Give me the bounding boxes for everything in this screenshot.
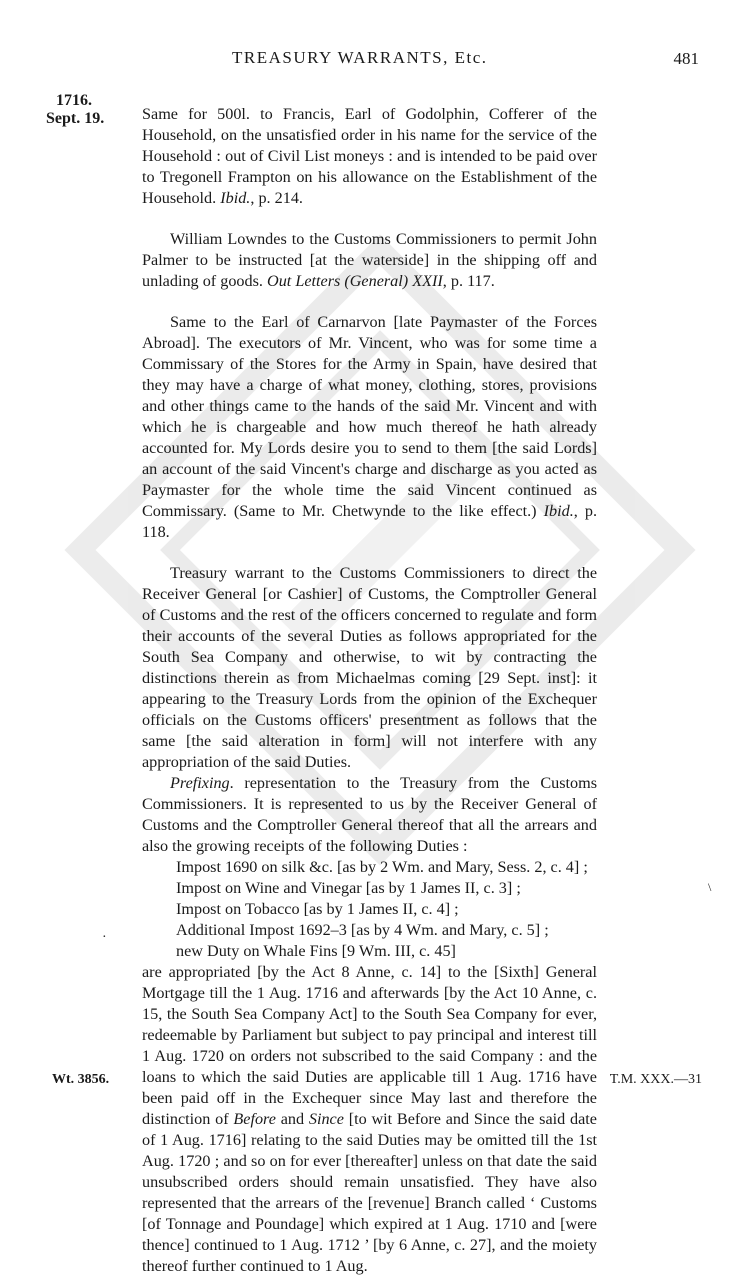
entry-carnarvon <box>142 312 597 543</box>
entry-treasury-warrant <box>142 563 597 773</box>
list-item: Impost 1690 on silk &c. [as by 2 Wm. and Mary, Sess. 2, c. 4] ; <box>176 858 588 876</box>
list-item: Additional Impost 1692–3 [as by 4 Wm. and Mary, c. 5] ; <box>176 921 549 939</box>
entry-text: Same for 500l. to Francis, Earl of Godolphin, Cofferer of the Household, on the unsatisfied order in his name for the service of the Household : out of Civil List moneys : and is intended to be paid over to Tregonell Frampton on his allowance on the Establishment of the Household. <box>142 105 597 207</box>
entry-text: Treasury warrant to the Customs Commissioners to direct the Receiver General [or Cashier] of Customs, the Comptroller General of Customs and the rest of the officers concerned to regulate and form their accounts of the several Duties as follows appropriated for the South Sea Company and otherwise, to wit by contracting the distinctions therein as from Michaelmas coming [29 Sept. inst]: it appearing to the Treasury Lords from the opinion of the Exchequer officials on the Customs officers' presentment as follows that the same [the said alteration in form] will not interfere with any appropriation of the said Duties. <box>142 564 597 771</box>
entry-text: Same to the Earl of Carnarvon [late Paymaster of the Forces Abroad]. The executors of Mr. Vincent, who was for some time a Commissary of the Stores for the Army in Spain, have desired that they may have a charge of what money, clothing, stores, provisions and other things came to the hands of the said Mr. Vincent and with which he is chargeable and how much thereof he hath already accounted for. My Lords desire you to send to them [the said Lords] an account of the said Vincent's charge and discharge as you acted as Paymaster for the whole time the said Vincent continued as Commissary. (Same to Mr. Chetwynde to the like effect.) <box>142 313 597 520</box>
stray-mark: \ <box>708 880 712 894</box>
entry-text: [to wit Before and Since the said date of 1 Aug. 1716] relating to the said Duties may be omitted till the 1st Aug. 1720 ; and so on for ever [thereafter] unless on that date the said unsubscribed orders should remain unsatisfied. They have also represented that the arrears of the [revenue] Branch called ‘ Customs [of Tonnage and Poundage] which expired at 1 Aug. 1710 and [were thence] continued to 1 Aug. 1712 ’ [by 6 Anne, c. 27], and the moiety thereof further continued to 1 Aug. <box>142 1110 597 1275</box>
entry-text: William Lowndes to the Customs Commissioners to permit John Palmer to be instructed [at the waterside] in the shipping off and unlading of goods. <box>142 230 597 290</box>
entry-page: , p. 214. <box>250 189 303 207</box>
entry-page: , p. 118. <box>142 502 597 541</box>
list-item: Impost on Wine and Vinegar [as by 1 James II, c. 3] ; <box>176 879 521 897</box>
entry-godolphin <box>142 104 597 209</box>
page-number: 481 <box>673 49 699 68</box>
entry-prefixing <box>142 773 597 857</box>
document-body <box>142 104 597 1277</box>
entry-text: are appropriated [by the Act 8 Anne, c. 14] to the [Sixth] General Mortgage till the 1 Aug. 1716 and afterwards [by the Act 10 Anne, c. 15, the South Sea Company Act] to the South Sea Company for ever, redeemable by Parliament but subject to pay principal and interest till 1 Aug. 1720 on orders not subscribed to the said Company : and the loans to which the said Duties are applicable till 1 Aug. 1716 have been paid off in the Exchequer since May last and therefore the distinction of <box>142 963 597 1128</box>
running-title: TREASURY WARRANTS, Etc. <box>232 48 488 67</box>
term-since: Since <box>308 1110 344 1128</box>
conjunction: and <box>275 1110 309 1128</box>
duties-list <box>176 857 597 962</box>
stray-mark: · <box>102 930 107 945</box>
margin-date-year: 1716. <box>56 92 92 109</box>
entry-page: , p. 117. <box>442 272 495 290</box>
entry-reference: Ibid. <box>543 502 574 520</box>
entry-reference: Ibid. <box>220 189 251 207</box>
margin-date-day: Sept. 19. <box>46 110 105 127</box>
entry-text: . representation to the Treasury from the Customs Commissioners. It is represented to us by the Receiver General of Customs and the Comptroller General thereof that all the arrears and also the growing receipts of the following Duties : <box>142 774 597 855</box>
prefixing-label: Prefixing <box>170 774 230 792</box>
entry-appropriation <box>142 962 597 1277</box>
list-item: Impost on Tobacco [as by 1 James II, c. 4] ; <box>176 900 459 918</box>
list-item: new Duty on Whale Fins [9 Wm. III, c. 45] <box>176 942 456 960</box>
entry-reference: Out Letters (General) XXII <box>267 272 443 290</box>
entry-lowndes <box>142 229 597 292</box>
term-before: Before <box>233 1110 276 1128</box>
footer-signature: T.M. XXX.—31 <box>609 1072 702 1087</box>
footer-printer-mark: Wt. 3856. <box>52 1072 110 1087</box>
